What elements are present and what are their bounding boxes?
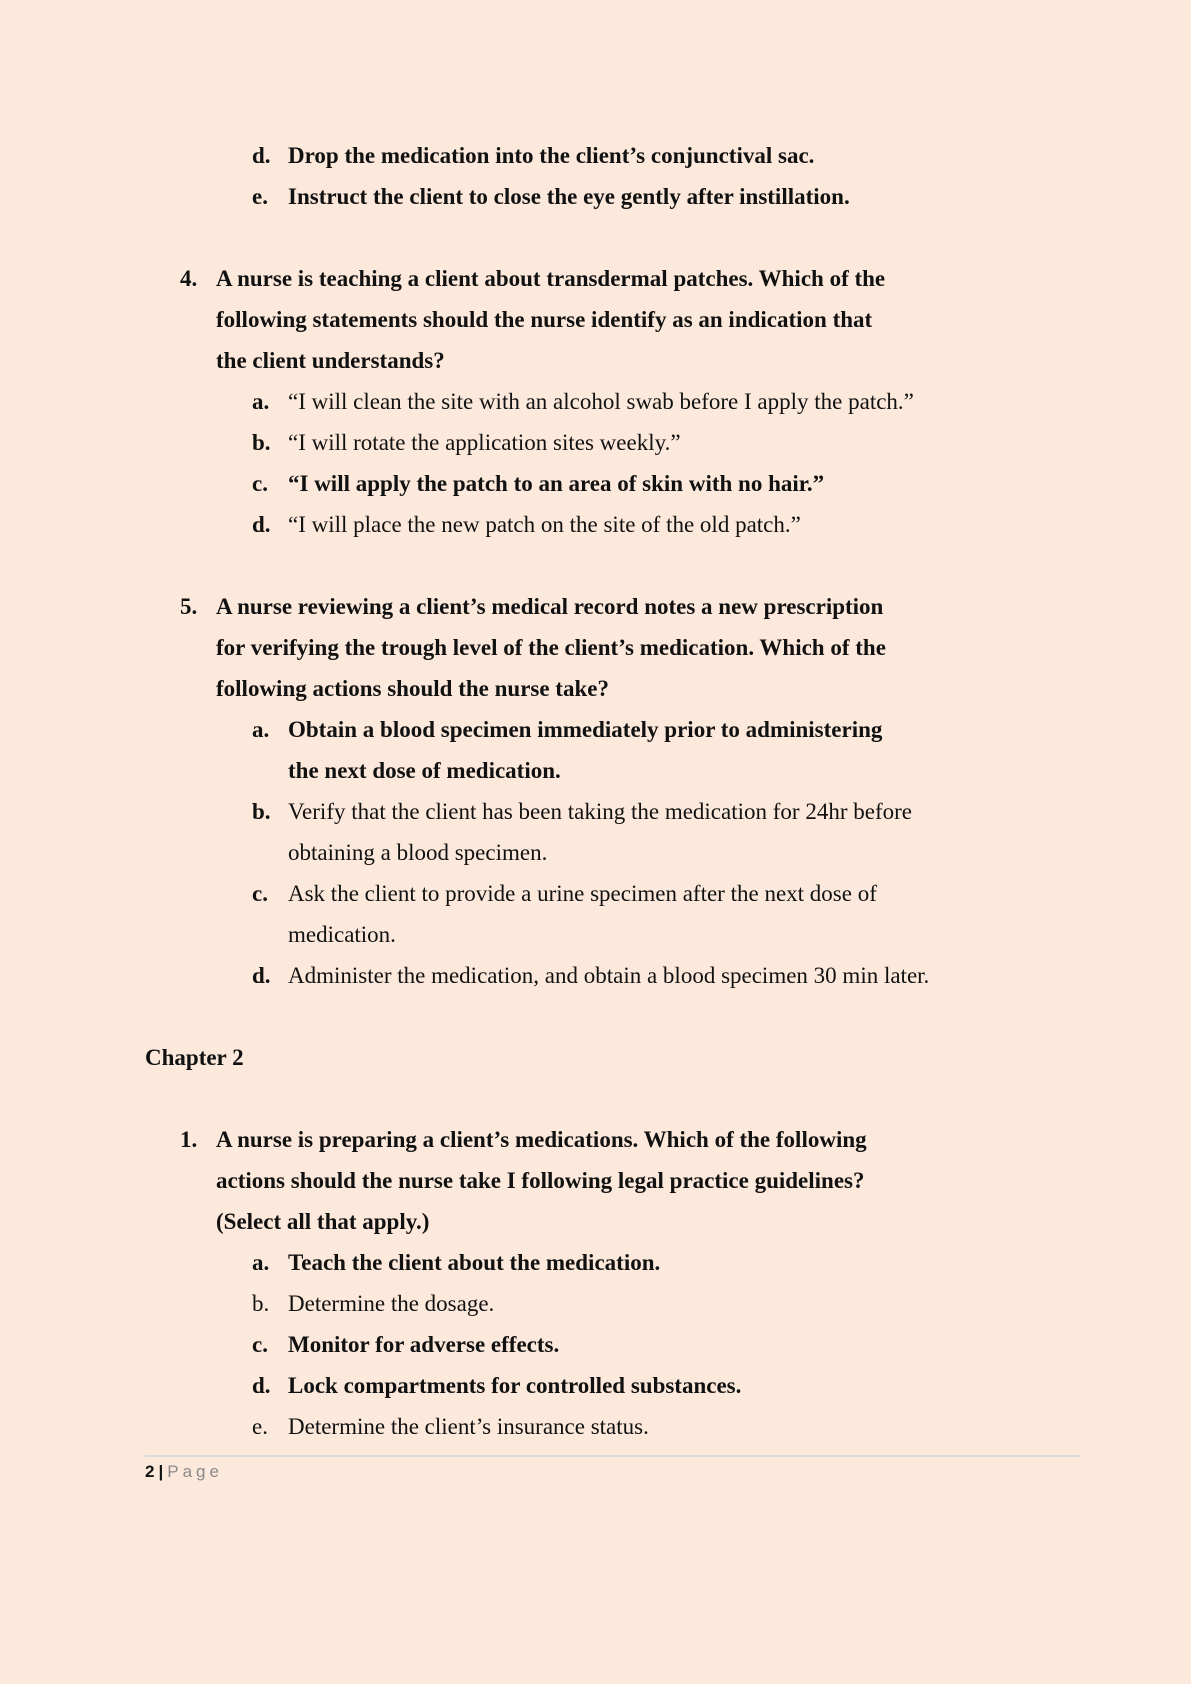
- item-label: c.: [252, 881, 268, 906]
- item-label: d.: [252, 512, 271, 537]
- blank-line: [0, 1078, 1191, 1119]
- item-label: b.: [252, 430, 271, 455]
- answer-option: [0, 1324, 1191, 1365]
- answer-option: [0, 1242, 1191, 1283]
- item-text: Ask the client to provide a urine specimen after the next dose of: [288, 881, 877, 906]
- item-label: b.: [252, 1291, 270, 1316]
- item-label: c.: [252, 471, 268, 496]
- item-text: Verify that the client has been taking the medication for 24hr before: [288, 799, 912, 824]
- text-line: [0, 1365, 1191, 1406]
- text-line: [0, 1119, 1191, 1160]
- text-line: [0, 1242, 1191, 1283]
- item-text: “I will clean the site with an alcohol swab before I apply the patch.”: [288, 389, 914, 414]
- text-line: [0, 1037, 1191, 1078]
- text-line: [0, 955, 1191, 996]
- page-footer: [145, 1462, 223, 1482]
- text-line: [0, 750, 1191, 791]
- item-text: Determine the client’s insurance status.: [288, 1414, 649, 1439]
- item-label: 4.: [180, 266, 198, 291]
- question: [0, 586, 1191, 709]
- item-text: Instruct the client to close the eye gently after instillation.: [288, 184, 850, 209]
- answer-option: [0, 955, 1191, 996]
- item-text: for verifying the trough level of the client’s medication. Which of the: [216, 635, 886, 660]
- text-line: [0, 668, 1191, 709]
- item-label: a.: [252, 717, 270, 742]
- item-text: Teach the client about the medication.: [288, 1250, 661, 1275]
- blank-line: [0, 996, 1191, 1037]
- item-text: actions should the nurse take I following legal practice guidelines?: [216, 1168, 865, 1193]
- item-text: “I will place the new patch on the site of the old patch.”: [288, 512, 801, 537]
- blank-line: [0, 217, 1191, 258]
- item-text: Administer the medication, and obtain a blood specimen 30 min later.: [288, 963, 930, 988]
- item-text: following actions should the nurse take?: [216, 676, 609, 701]
- answer-option: [0, 791, 1191, 873]
- item-text: the next dose of medication.: [288, 758, 561, 783]
- item-text: medication.: [288, 922, 396, 947]
- text-line: [0, 832, 1191, 873]
- answer-option: [0, 709, 1191, 791]
- item-label: e.: [252, 1414, 268, 1439]
- item-text: Determine the dosage.: [288, 1291, 495, 1316]
- item-text: A nurse is teaching a client about transdermal patches. Which of the: [216, 266, 886, 291]
- question: [0, 1119, 1191, 1242]
- item-text: Chapter 2: [145, 1045, 244, 1070]
- page-label: Page: [167, 1462, 223, 1481]
- text-line: [0, 299, 1191, 340]
- answer-option: [0, 1283, 1191, 1324]
- text-line: [0, 504, 1191, 545]
- item-text: “I will rotate the application sites weekly.”: [288, 430, 681, 455]
- item-text: (Select all that apply.): [216, 1209, 430, 1234]
- item-label: a.: [252, 389, 270, 414]
- item-text: Obtain a blood specimen immediately prior to administering: [288, 717, 883, 742]
- footer-divider: [145, 1455, 1080, 1457]
- item-label: a.: [252, 1250, 270, 1275]
- text-line: [0, 1324, 1191, 1365]
- text-line: [0, 791, 1191, 832]
- item-text: “I will apply the patch to an area of skin with no hair.”: [288, 471, 825, 496]
- document-body: [0, 135, 1191, 1447]
- item-text: following statements should the nurse identify as an indication that: [216, 307, 873, 332]
- footer-separator: |: [158, 1462, 164, 1481]
- item-label: 1.: [180, 1127, 198, 1152]
- answer-option: [0, 135, 1191, 176]
- item-label: c.: [252, 1332, 268, 1357]
- blank-line: [0, 545, 1191, 586]
- answer-option: [0, 422, 1191, 463]
- text-line: [0, 1406, 1191, 1447]
- item-text: A nurse reviewing a client’s medical record notes a new prescription: [216, 594, 884, 619]
- text-line: [0, 381, 1191, 422]
- answer-option: [0, 1406, 1191, 1447]
- answer-option: [0, 1365, 1191, 1406]
- question: [0, 258, 1191, 381]
- text-line: [0, 1283, 1191, 1324]
- answer-option: [0, 873, 1191, 955]
- text-line: [0, 258, 1191, 299]
- text-line: [0, 422, 1191, 463]
- text-line: [0, 914, 1191, 955]
- answer-option: [0, 463, 1191, 504]
- answer-option: [0, 504, 1191, 545]
- item-label: d.: [252, 963, 271, 988]
- item-text: the client understands?: [216, 348, 445, 373]
- item-label: 5.: [180, 594, 198, 619]
- text-line: [0, 340, 1191, 381]
- answer-option: [0, 176, 1191, 217]
- text-line: [0, 586, 1191, 627]
- item-label: b.: [252, 799, 271, 824]
- text-line: [0, 873, 1191, 914]
- item-text: A nurse is preparing a client’s medications. Which of the following: [216, 1127, 867, 1152]
- text-line: [0, 463, 1191, 504]
- item-text: Monitor for adverse effects.: [288, 1332, 560, 1357]
- text-line: [0, 627, 1191, 668]
- text-line: [0, 1160, 1191, 1201]
- text-line: [0, 176, 1191, 217]
- chapter-heading: [0, 1037, 1191, 1078]
- item-text: Drop the medication into the client’s conjunctival sac.: [288, 143, 815, 168]
- item-label: d.: [252, 1373, 271, 1398]
- text-line: [0, 709, 1191, 750]
- item-text: Lock compartments for controlled substances.: [288, 1373, 742, 1398]
- item-label: e.: [252, 184, 268, 209]
- item-label: d.: [252, 143, 271, 168]
- item-text: obtaining a blood specimen.: [288, 840, 548, 865]
- text-line: [0, 1201, 1191, 1242]
- text-line: [0, 135, 1191, 176]
- page-number: 2: [145, 1462, 155, 1481]
- answer-option: [0, 381, 1191, 422]
